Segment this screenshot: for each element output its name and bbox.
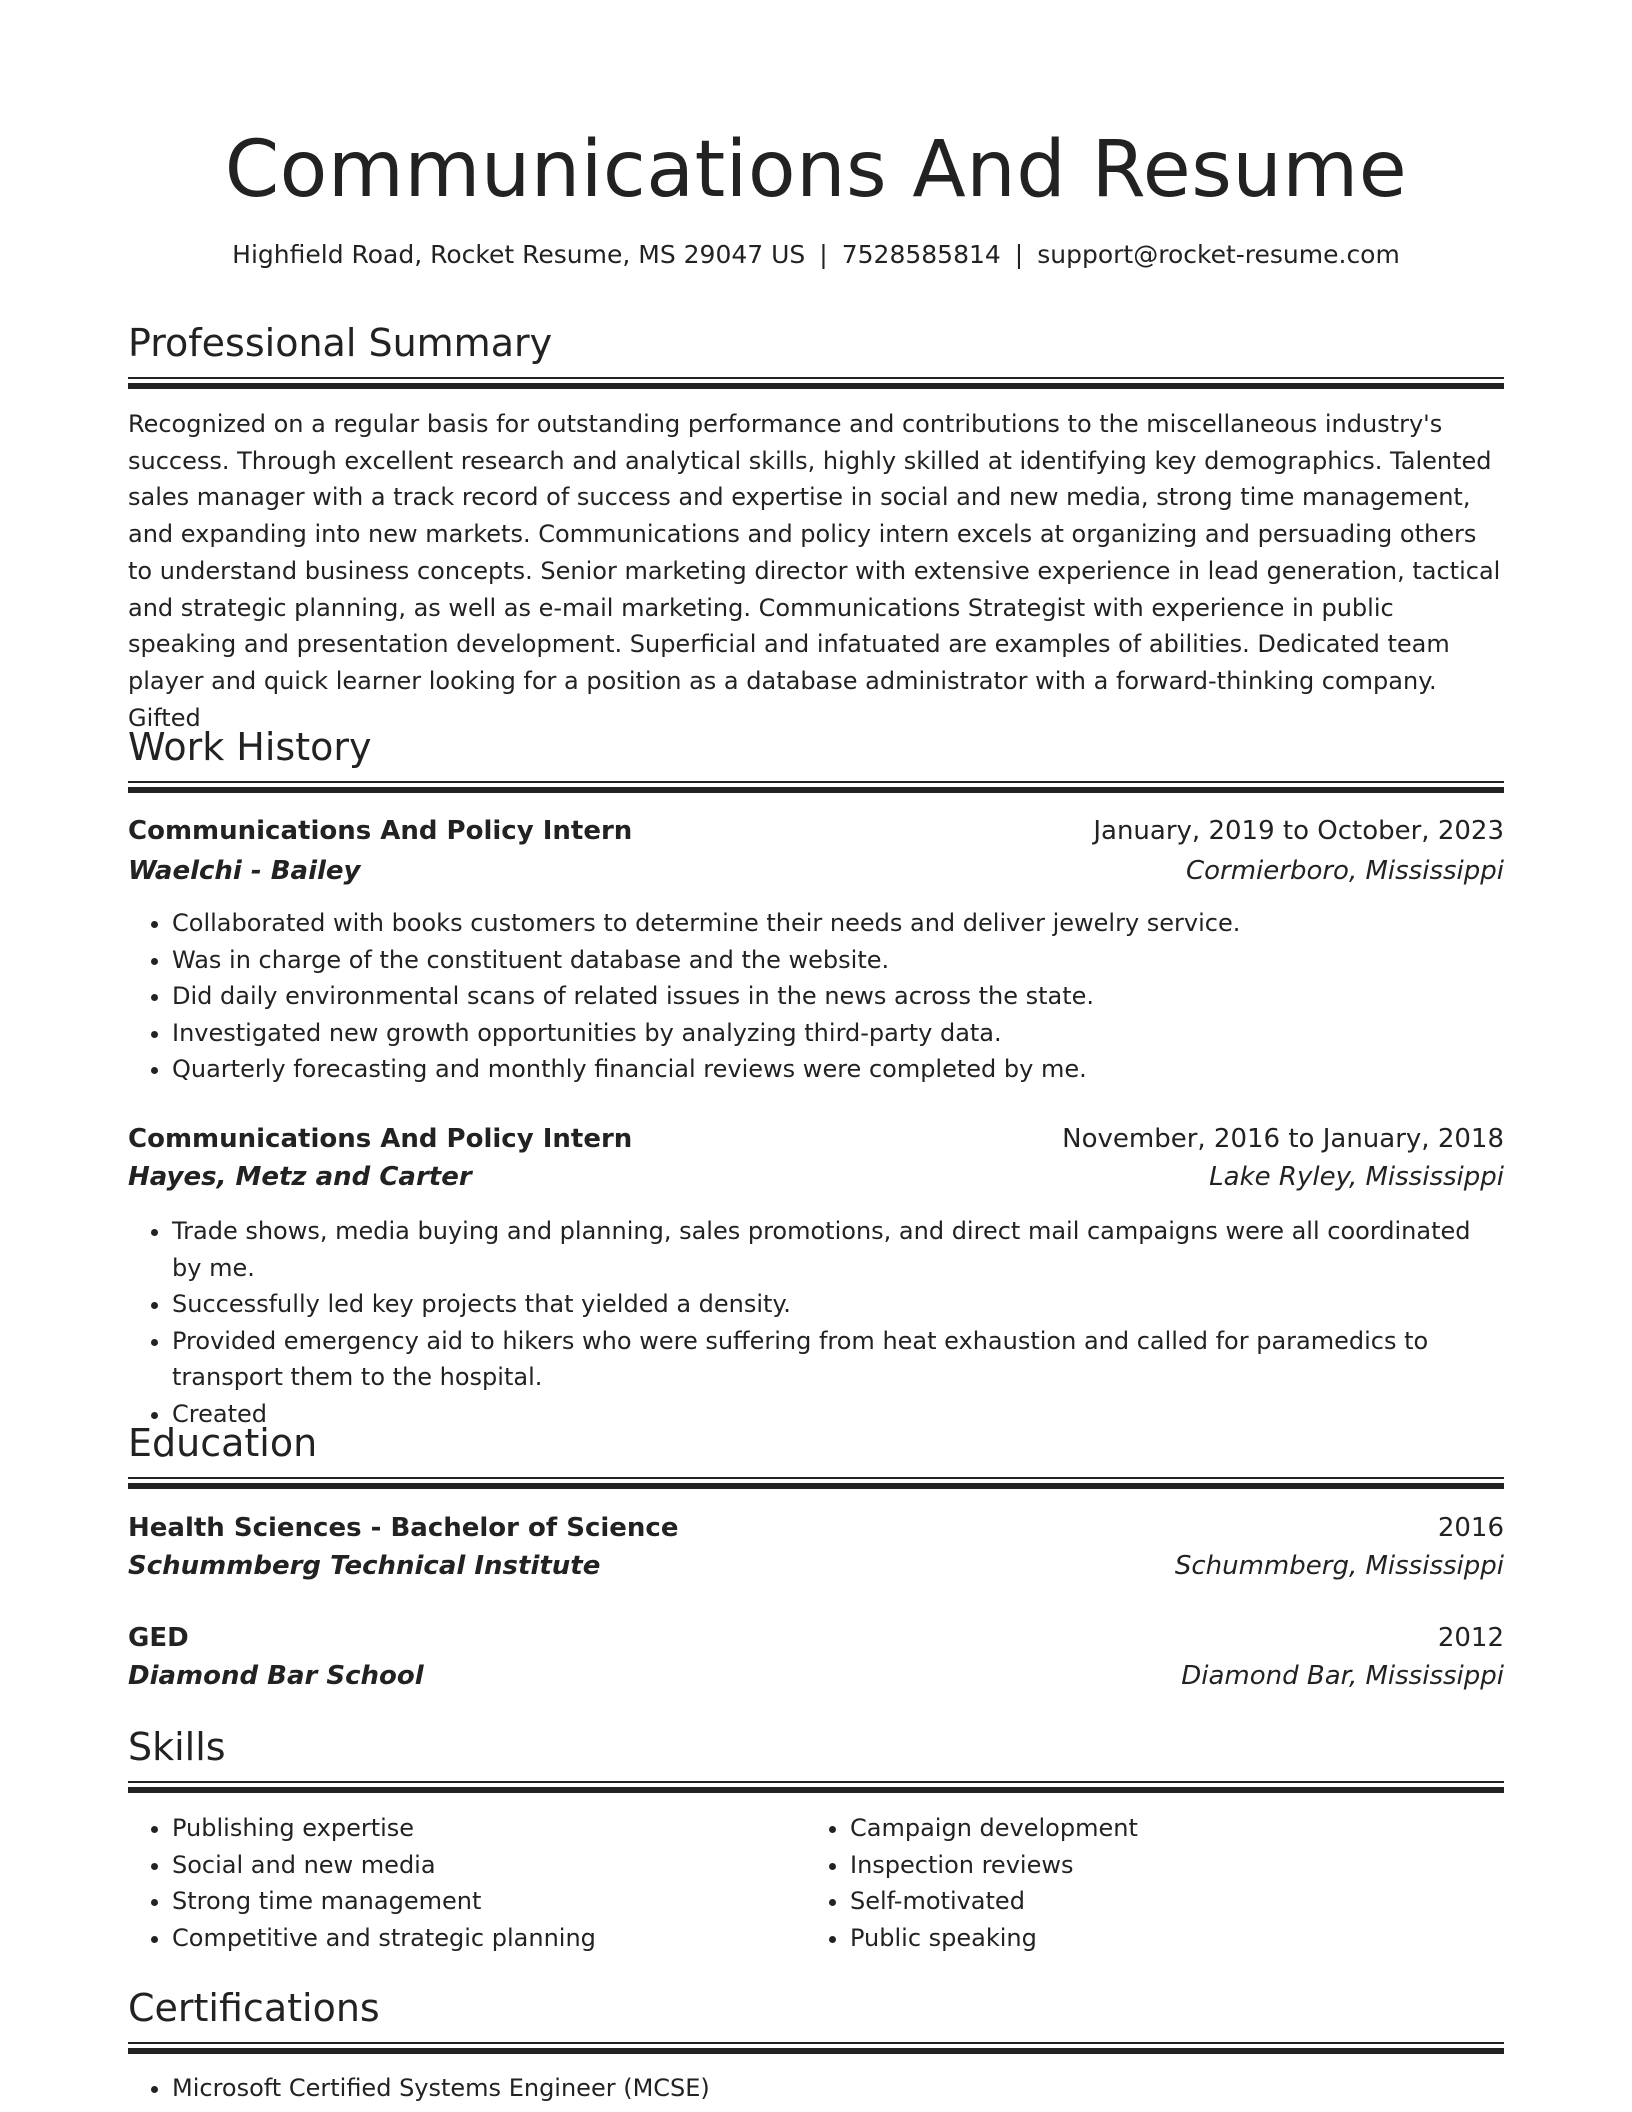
contact-line: [128, 238, 1504, 272]
job-bullets: [128, 1213, 1504, 1432]
school-row: [128, 1546, 1504, 1586]
skill-item: • Publishing expertise: [172, 1810, 788, 1847]
section-divider: [128, 1477, 1504, 1489]
school-row: [128, 1656, 1504, 1696]
degree-row: [128, 1618, 1504, 1658]
degree-name: Health Sciences - Bachelor of Science: [128, 1513, 679, 1543]
job-bullets: [128, 905, 1504, 1088]
school-name: Diamond Bar School: [128, 1661, 424, 1691]
contact-address: Highfield Road, Rocket Resume, MS 29047 US: [232, 240, 806, 269]
summary-text: Recognized on a regular basis for outstanding performance and contributions to the miscellaneous industry's success. Through excellent research and analytical skills, highly skilled at identifying key demographics. Talented sales manager with a track record of success and expertise in social and new media, strong time management, and expanding into new markets. Communications and policy intern excels at organizing and persuading others to understand business concepts. Senior marketing director with extensive experience in lead generation, tactical and strategic planning, as well as e-mail marketing. Communications Strategist with experience in public speaking and presentation development. Superficial and infatuated are examples of abilities. Dedicated team player and quick learner looking for a position as a database administrator with a forward-thinking company. Gifted: [128, 410, 1501, 732]
section-title-summary: Professional Summary: [128, 321, 553, 365]
job-location: Lake Ryley, Mississippi: [1209, 1162, 1504, 1192]
skills-list-left: [128, 1810, 788, 1957]
list-item: • Trade shows, media buying and planning, sales promotions, and direct mail campaigns were all coordinated by me.: [172, 1213, 1504, 1286]
degree-year: 2012: [1437, 1623, 1504, 1653]
candidate-name: Communications And Resume: [224, 125, 1408, 215]
certification-item: • Microsoft Certified Systems Engineer (MCSE): [172, 2070, 1504, 2107]
job-company: Hayes, Metz and Carter: [128, 1162, 472, 1192]
skills-list-right: [806, 1810, 1466, 1957]
job-dates: January, 2019 to October, 2023: [1093, 816, 1504, 846]
list-item: • Provided emergency aid to hikers who were suffering from heat exhaustion and called for paramedics to transport them to the hospital.: [172, 1323, 1504, 1396]
list-item: • Did daily environmental scans of related issues in the news across the state.: [172, 978, 1504, 1015]
certifications-list: [128, 2070, 1504, 2107]
job-company: Waelchi - Bailey: [128, 856, 361, 886]
section-title-certifications: Certifications: [128, 1986, 380, 2030]
skill-item: • Strong time management: [172, 1883, 788, 1920]
skill-item: • Public speaking: [850, 1920, 1466, 1957]
contact-email: support@rocket-resume.com: [1037, 240, 1400, 269]
skill-item: • Social and new media: [172, 1847, 788, 1884]
list-item: • Investigated new growth opportunities by analyzing third-party data.: [172, 1015, 1504, 1052]
section-title-skills: Skills: [128, 1725, 226, 1769]
job-location: Cormierboro, Mississippi: [1185, 856, 1504, 886]
section-divider: [128, 781, 1504, 793]
school-name: Schummberg Technical Institute: [128, 1551, 601, 1581]
list-item: • Collaborated with books customers to determine their needs and deliver jewelry service.: [172, 905, 1504, 942]
section-title-education: Education: [128, 1421, 318, 1465]
job-title: Communications And Policy Intern: [128, 1124, 633, 1154]
list-item: • Quarterly forecasting and monthly financial reviews were completed by me.: [172, 1051, 1504, 1088]
section-divider: [128, 1781, 1504, 1793]
job-dates: November, 2016 to January, 2018: [1062, 1124, 1504, 1154]
job-company-row: [128, 1157, 1504, 1197]
section-divider: [128, 2042, 1504, 2054]
skill-item: • Inspection reviews: [850, 1847, 1466, 1884]
list-item: • Successfully led key projects that yielded a density.: [172, 1286, 1504, 1323]
job-company-row: [128, 851, 1504, 891]
list-item: • Was in charge of the constituent database and the website.: [172, 942, 1504, 979]
job-title-row: [128, 1119, 1504, 1159]
skill-item: • Self-motivated: [850, 1883, 1466, 1920]
contact-separator: |: [819, 240, 828, 269]
section-divider: [128, 377, 1504, 389]
job-title-row: [128, 811, 1504, 851]
school-location: Diamond Bar, Mississippi: [1181, 1661, 1504, 1691]
contact-phone: 7528585814: [841, 240, 1001, 269]
degree-row: [128, 1508, 1504, 1548]
degree-name: GED: [128, 1623, 189, 1653]
school-location: Schummberg, Mississippi: [1174, 1551, 1504, 1581]
skill-item: • Competitive and strategic planning: [172, 1920, 788, 1957]
skill-item: • Campaign development: [850, 1810, 1466, 1847]
section-title-work: Work History: [128, 725, 372, 769]
list-item: • Created: [172, 1396, 1504, 1433]
contact-separator: |: [1014, 240, 1024, 269]
degree-year: 2016: [1437, 1513, 1504, 1543]
job-title: Communications And Policy Intern: [128, 816, 633, 846]
